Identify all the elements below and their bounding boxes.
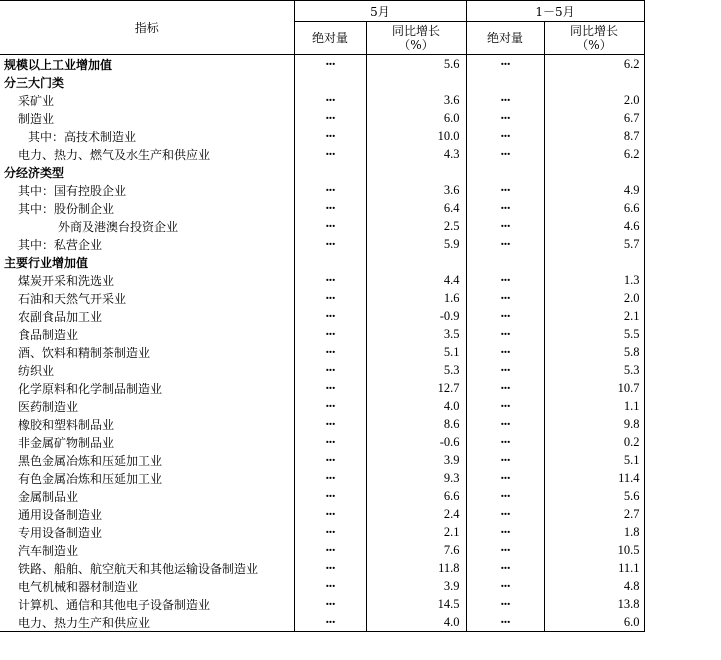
absolute-may-cell: ··· <box>294 379 366 397</box>
yoy-ytd-cell: 6.2 <box>544 55 644 74</box>
yoy-may-cell: 7.6 <box>366 541 466 559</box>
yoy-ytd-cell: 1.8 <box>544 523 644 541</box>
yoy-ytd-cell: 6.7 <box>544 109 644 127</box>
yoy-ytd-cell: 9.8 <box>544 415 644 433</box>
absolute-may-cell: ··· <box>294 55 366 74</box>
row-label: 食品制造业 <box>0 325 294 343</box>
table-row <box>0 289 644 307</box>
row-label: 农副食品加工业 <box>0 307 294 325</box>
table-row <box>0 613 644 632</box>
table-row <box>0 163 644 181</box>
absolute-may-cell: ··· <box>294 469 366 487</box>
row-label: 煤炭开采和洗选业 <box>0 271 294 289</box>
absolute-may-cell: ··· <box>294 307 366 325</box>
table-row <box>0 541 644 559</box>
table-row <box>0 253 644 271</box>
absolute-ytd-cell: ··· <box>466 109 544 127</box>
yoy-ytd-cell <box>544 73 644 91</box>
row-label: 外商及港澳台投资企业 <box>0 217 294 235</box>
absolute-may-cell: ··· <box>294 487 366 505</box>
row-label: 分经济类型 <box>0 163 294 181</box>
absolute-ytd-cell: ··· <box>466 55 544 74</box>
yoy-may-cell: 11.8 <box>366 559 466 577</box>
yoy-may-cell: 10.0 <box>366 127 466 145</box>
yoy-may-cell: 8.6 <box>366 415 466 433</box>
yoy-ytd-cell: 5.6 <box>544 487 644 505</box>
table-row <box>0 307 644 325</box>
absolute-ytd-cell: ··· <box>466 451 544 469</box>
absolute-may-cell: ··· <box>294 109 366 127</box>
absolute-ytd-cell: ··· <box>466 433 544 451</box>
absolute-may-cell: ··· <box>294 577 366 595</box>
absolute-ytd-cell: ··· <box>466 361 544 379</box>
table-row <box>0 361 644 379</box>
row-label: 电力、热力生产和供应业 <box>0 613 294 632</box>
row-label: 电气机械和器材制造业 <box>0 577 294 595</box>
yoy-may-cell: -0.6 <box>366 433 466 451</box>
row-label: 采矿业 <box>0 91 294 109</box>
yoy-may-cell: 5.9 <box>366 235 466 253</box>
yoy-header-line2: （%） <box>398 38 434 52</box>
yoy-ytd-cell: 2.0 <box>544 289 644 307</box>
yoy-may-cell: 14.5 <box>366 595 466 613</box>
yoy-may-cell: 6.6 <box>366 487 466 505</box>
absolute-may-cell: ··· <box>294 541 366 559</box>
yoy-may-cell <box>366 73 466 91</box>
absolute-may-cell <box>294 73 366 91</box>
row-label: 专用设备制造业 <box>0 523 294 541</box>
row-label: 汽车制造业 <box>0 541 294 559</box>
row-label: 化学原料和化学制品制造业 <box>0 379 294 397</box>
table-row <box>0 73 644 91</box>
yoy-may-cell: 2.1 <box>366 523 466 541</box>
absolute-may-cell: ··· <box>294 91 366 109</box>
row-label: 金属制品业 <box>0 487 294 505</box>
absolute-may-cell: ··· <box>294 397 366 415</box>
table-row <box>0 181 644 199</box>
yoy-ytd-cell: 8.7 <box>544 127 644 145</box>
yoy-may-cell: -0.9 <box>366 307 466 325</box>
absolute-ytd-cell: ··· <box>466 199 544 217</box>
yoy-may-cell: 9.3 <box>366 469 466 487</box>
yoy-header-line1: 同比增长 <box>391 24 440 38</box>
row-label: 分三大门类 <box>0 73 294 91</box>
absolute-may-cell: ··· <box>294 595 366 613</box>
yoy-may-cell: 3.9 <box>366 451 466 469</box>
absolute-header-ytd: 绝对量 <box>466 22 544 55</box>
yoy-ytd-cell: 11.4 <box>544 469 644 487</box>
absolute-ytd-cell: ··· <box>466 595 544 613</box>
yoy-ytd-cell: 6.6 <box>544 199 644 217</box>
absolute-may-cell: ··· <box>294 559 366 577</box>
absolute-may-cell <box>294 163 366 181</box>
absolute-ytd-cell: ··· <box>466 415 544 433</box>
table-header <box>0 1 644 55</box>
yoy-header-line2: （%） <box>576 38 612 52</box>
table-row <box>0 325 644 343</box>
absolute-may-cell: ··· <box>294 271 366 289</box>
yoy-header-ytd <box>544 22 644 55</box>
yoy-may-cell: 4.0 <box>366 397 466 415</box>
yoy-ytd-cell: 5.8 <box>544 343 644 361</box>
yoy-ytd-cell: 10.5 <box>544 541 644 559</box>
row-label: 纺织业 <box>0 361 294 379</box>
absolute-may-cell: ··· <box>294 181 366 199</box>
yoy-ytd-cell: 0.2 <box>544 433 644 451</box>
absolute-may-cell: ··· <box>294 127 366 145</box>
absolute-ytd-cell: ··· <box>466 271 544 289</box>
absolute-ytd-cell: ··· <box>466 145 544 163</box>
absolute-may-cell: ··· <box>294 523 366 541</box>
absolute-may-cell: ··· <box>294 325 366 343</box>
row-label: 有色金属冶炼和压延加工业 <box>0 469 294 487</box>
absolute-ytd-cell: ··· <box>466 289 544 307</box>
yoy-may-cell: 5.1 <box>366 343 466 361</box>
row-label: 电力、热力、燃气及水生产和供应业 <box>0 145 294 163</box>
yoy-header-line1: 同比增长 <box>569 24 618 38</box>
yoy-may-cell: 2.4 <box>366 505 466 523</box>
absolute-may-cell: ··· <box>294 145 366 163</box>
yoy-ytd-cell: 6.0 <box>544 613 644 632</box>
yoy-ytd-cell: 2.0 <box>544 91 644 109</box>
row-label: 橡胶和塑料制品业 <box>0 415 294 433</box>
absolute-ytd-cell: ··· <box>466 523 544 541</box>
absolute-header-may: 绝对量 <box>294 22 366 55</box>
table-row <box>0 487 644 505</box>
row-label: 通用设备制造业 <box>0 505 294 523</box>
yoy-ytd-cell: 13.8 <box>544 595 644 613</box>
absolute-ytd-cell: ··· <box>466 127 544 145</box>
absolute-ytd-cell: ··· <box>466 235 544 253</box>
row-label: 黑色金属冶炼和压延加工业 <box>0 451 294 469</box>
absolute-ytd-cell: ··· <box>466 613 544 632</box>
row-label: 规模以上工业增加值 <box>0 55 294 74</box>
absolute-ytd-cell <box>466 73 544 91</box>
yoy-ytd-cell: 4.6 <box>544 217 644 235</box>
absolute-ytd-cell: ··· <box>466 217 544 235</box>
absolute-ytd-cell: ··· <box>466 307 544 325</box>
row-label: 酒、饮料和精制茶制造业 <box>0 343 294 361</box>
yoy-may-cell: 4.3 <box>366 145 466 163</box>
yoy-ytd-cell <box>544 253 644 271</box>
yoy-may-cell <box>366 163 466 181</box>
table-row <box>0 415 644 433</box>
absolute-ytd-cell: ··· <box>466 397 544 415</box>
absolute-may-cell: ··· <box>294 361 366 379</box>
table-row <box>0 91 644 109</box>
absolute-ytd-cell: ··· <box>466 181 544 199</box>
yoy-may-cell: 6.4 <box>366 199 466 217</box>
absolute-ytd-cell: ··· <box>466 577 544 595</box>
row-label: 医药制造业 <box>0 397 294 415</box>
yoy-ytd-cell: 10.7 <box>544 379 644 397</box>
table-row <box>0 595 644 613</box>
absolute-ytd-cell: ··· <box>466 559 544 577</box>
table-row <box>0 523 644 541</box>
yoy-ytd-cell: 5.3 <box>544 361 644 379</box>
yoy-may-cell: 3.5 <box>366 325 466 343</box>
period-may-header: 5月 <box>294 1 466 22</box>
row-label: 其中：股份制企业 <box>0 199 294 217</box>
table-row <box>0 505 644 523</box>
absolute-ytd-cell: ··· <box>466 343 544 361</box>
table-row <box>0 145 644 163</box>
table-row <box>0 199 644 217</box>
table-row <box>0 217 644 235</box>
table-row <box>0 109 644 127</box>
absolute-ytd-cell: ··· <box>466 91 544 109</box>
yoy-ytd-cell: 1.1 <box>544 397 644 415</box>
table-row <box>0 433 644 451</box>
absolute-may-cell: ··· <box>294 415 366 433</box>
absolute-ytd-cell: ··· <box>466 505 544 523</box>
table-body <box>0 55 644 632</box>
yoy-may-cell: 2.5 <box>366 217 466 235</box>
row-label: 其中：国有控股企业 <box>0 181 294 199</box>
yoy-header-may <box>366 22 466 55</box>
yoy-ytd-cell: 2.1 <box>544 307 644 325</box>
table-row <box>0 397 644 415</box>
row-label: 石油和天然气开采业 <box>0 289 294 307</box>
indicator-header: 指标 <box>0 1 294 55</box>
table-row <box>0 271 644 289</box>
absolute-may-cell: ··· <box>294 451 366 469</box>
yoy-ytd-cell: 1.3 <box>544 271 644 289</box>
absolute-ytd-cell <box>466 253 544 271</box>
table-row <box>0 343 644 361</box>
absolute-ytd-cell: ··· <box>466 325 544 343</box>
absolute-ytd-cell: ··· <box>466 541 544 559</box>
absolute-ytd-cell: ··· <box>466 487 544 505</box>
row-label: 计算机、通信和其他电子设备制造业 <box>0 595 294 613</box>
row-label: 其中：高技术制造业 <box>0 127 294 145</box>
yoy-may-cell: 3.6 <box>366 91 466 109</box>
table-row <box>0 55 644 74</box>
yoy-may-cell: 4.0 <box>366 613 466 632</box>
absolute-may-cell: ··· <box>294 217 366 235</box>
absolute-may-cell: ··· <box>294 235 366 253</box>
absolute-may-cell: ··· <box>294 343 366 361</box>
absolute-may-cell: ··· <box>294 199 366 217</box>
yoy-may-cell: 5.3 <box>366 361 466 379</box>
table-row <box>0 127 644 145</box>
absolute-may-cell: ··· <box>294 289 366 307</box>
row-label: 主要行业增加值 <box>0 253 294 271</box>
period-jan-may-header: 1－5月 <box>466 1 644 22</box>
row-label: 非金属矿物制品业 <box>0 433 294 451</box>
yoy-may-cell <box>366 253 466 271</box>
table-row <box>0 559 644 577</box>
absolute-ytd-cell: ··· <box>466 379 544 397</box>
yoy-may-cell: 1.6 <box>366 289 466 307</box>
row-label: 制造业 <box>0 109 294 127</box>
yoy-ytd-cell: 4.9 <box>544 181 644 199</box>
table-row <box>0 469 644 487</box>
yoy-ytd-cell: 4.8 <box>544 577 644 595</box>
absolute-may-cell: ··· <box>294 433 366 451</box>
yoy-ytd-cell: 6.2 <box>544 145 644 163</box>
yoy-ytd-cell: 5.7 <box>544 235 644 253</box>
yoy-ytd-cell: 5.5 <box>544 325 644 343</box>
row-label: 其中：私营企业 <box>0 235 294 253</box>
yoy-ytd-cell: 5.1 <box>544 451 644 469</box>
absolute-ytd-cell: ··· <box>466 469 544 487</box>
table-row <box>0 235 644 253</box>
yoy-may-cell: 3.9 <box>366 577 466 595</box>
table-row <box>0 451 644 469</box>
absolute-may-cell: ··· <box>294 613 366 632</box>
absolute-may-cell <box>294 253 366 271</box>
table-row <box>0 577 644 595</box>
absolute-may-cell: ··· <box>294 505 366 523</box>
table-row <box>0 379 644 397</box>
absolute-ytd-cell <box>466 163 544 181</box>
row-label: 铁路、船舶、航空航天和其他运输设备制造业 <box>0 559 294 577</box>
yoy-may-cell: 5.6 <box>366 55 466 74</box>
yoy-may-cell: 6.0 <box>366 109 466 127</box>
yoy-may-cell: 12.7 <box>366 379 466 397</box>
yoy-ytd-cell: 11.1 <box>544 559 644 577</box>
yoy-ytd-cell <box>544 163 644 181</box>
yoy-may-cell: 3.6 <box>366 181 466 199</box>
yoy-ytd-cell: 2.7 <box>544 505 644 523</box>
yoy-may-cell: 4.4 <box>366 271 466 289</box>
